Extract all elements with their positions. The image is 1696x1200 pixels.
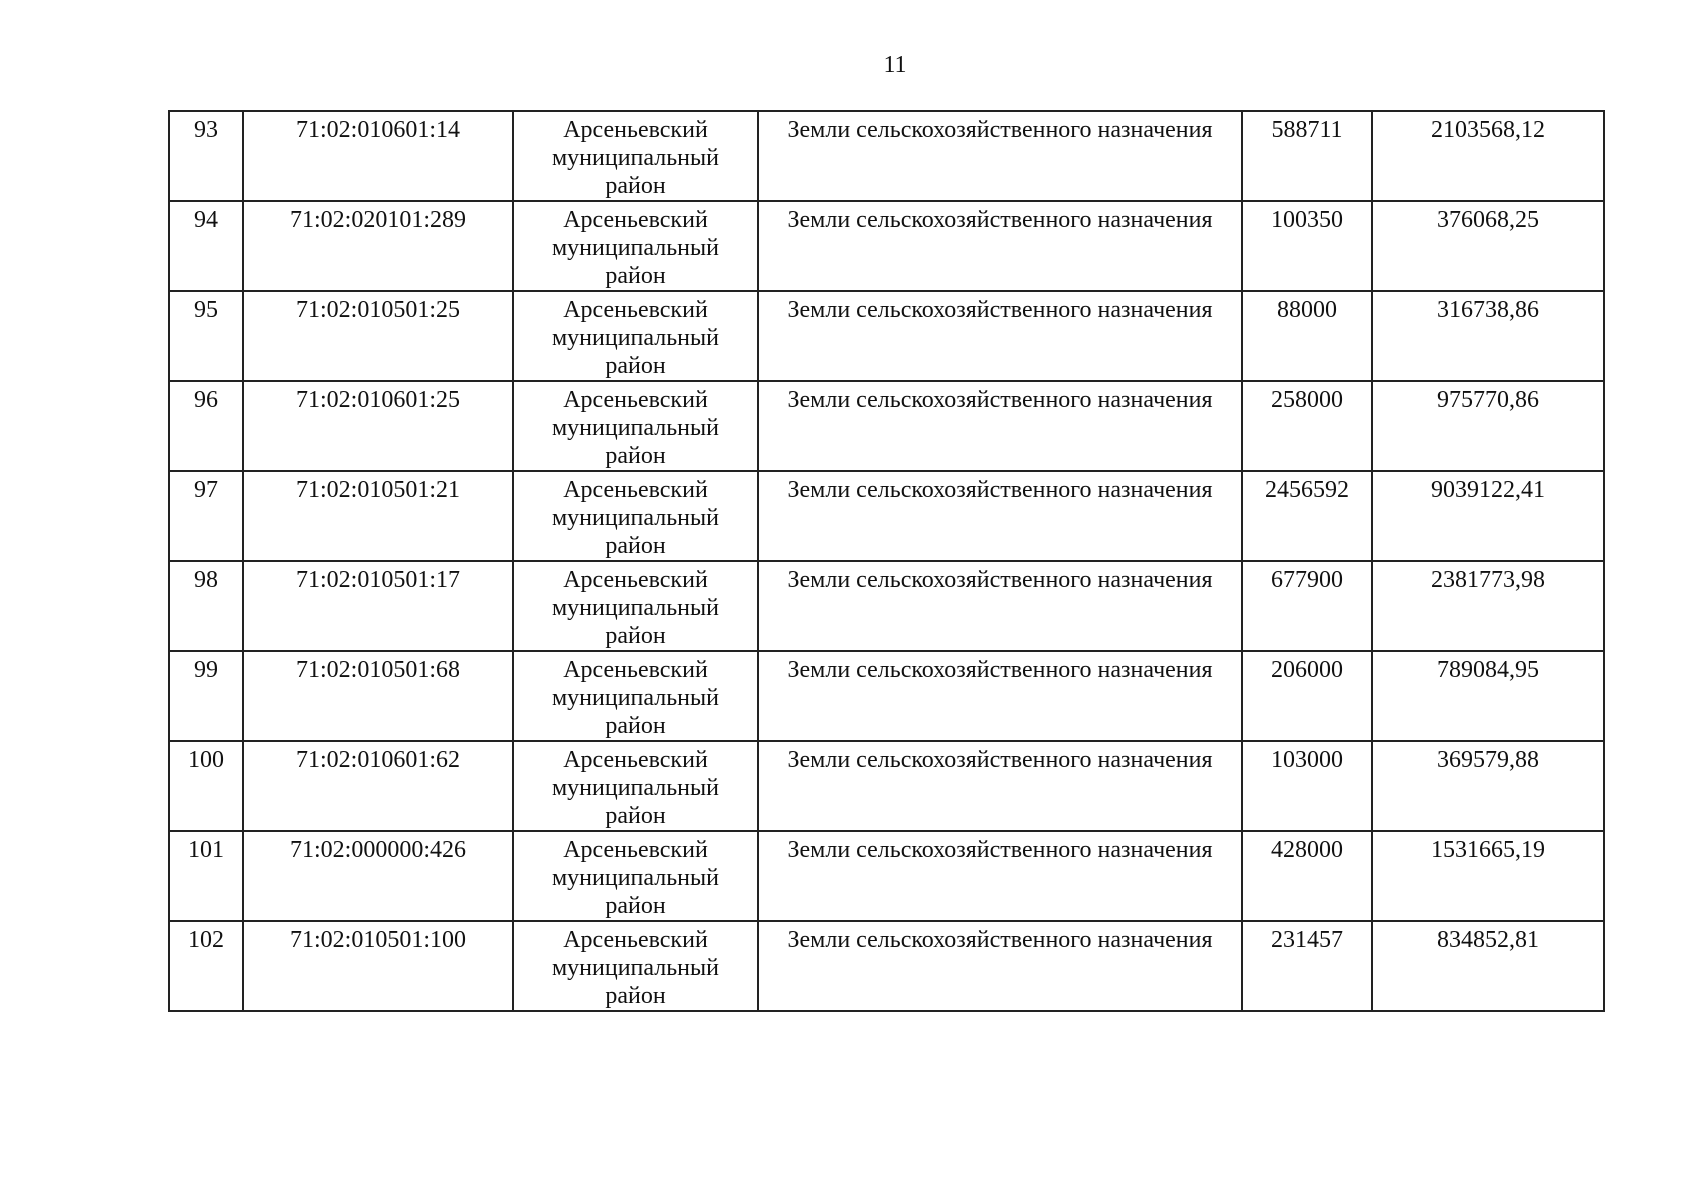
area-cell: 588711: [1242, 111, 1372, 201]
cadastral-number-cell: 71:02:010501:100: [243, 921, 513, 1011]
area-cell: 677900: [1242, 561, 1372, 651]
district-line: Арсеньевский: [563, 657, 708, 683]
land-category-cell: Земли сельскохозяйственного назначения: [758, 471, 1242, 561]
cadastral-number-cell: 71:02:010601:62: [243, 741, 513, 831]
table-row: [169, 291, 1604, 381]
row-number-cell: 102: [169, 921, 243, 1011]
district-cell: [513, 111, 758, 201]
row-number-cell: 98: [169, 561, 243, 651]
district-cell: [513, 201, 758, 291]
district-line: Арсеньевский: [563, 567, 708, 593]
district-cell: [513, 831, 758, 921]
cadastral-value-cell: 834852,81: [1372, 921, 1604, 1011]
cadastral-number-cell: 71:02:010501:68: [243, 651, 513, 741]
row-number-cell: 100: [169, 741, 243, 831]
land-category-cell: Земли сельскохозяйственного назначения: [758, 921, 1242, 1011]
district-line: район: [605, 443, 666, 469]
area-cell: 88000: [1242, 291, 1372, 381]
area-cell: 100350: [1242, 201, 1372, 291]
district-cell: [513, 381, 758, 471]
land-category-cell: Земли сельскохозяйственного назначения: [758, 381, 1242, 471]
page-number: 11: [883, 52, 907, 78]
district-line: Арсеньевский: [563, 477, 708, 503]
row-number-cell: 101: [169, 831, 243, 921]
table-row: [169, 111, 1604, 201]
cadastral-value-cell: 9039122,41: [1372, 471, 1604, 561]
table-row: [169, 381, 1604, 471]
land-category-cell: Земли сельскохозяйственного назначения: [758, 291, 1242, 381]
area-cell: 2456592: [1242, 471, 1372, 561]
row-number-cell: 93: [169, 111, 243, 201]
cadastral-number-cell: 71:02:020101:289: [243, 201, 513, 291]
land-plots-table-container: [168, 110, 1605, 1012]
row-number-cell: 97: [169, 471, 243, 561]
row-number-cell: 99: [169, 651, 243, 741]
district-cell: [513, 291, 758, 381]
district-line: район: [605, 533, 666, 559]
row-number-cell: 94: [169, 201, 243, 291]
district-line: муниципальный: [551, 595, 719, 621]
district-line: Арсеньевский: [563, 207, 708, 233]
row-number-cell: 95: [169, 291, 243, 381]
district-line: Арсеньевский: [563, 927, 708, 953]
cadastral-value-cell: 1531665,19: [1372, 831, 1604, 921]
cadastral-number-cell: 71:02:010501:17: [243, 561, 513, 651]
district-line: Арсеньевский: [563, 747, 708, 773]
cadastral-value-cell: 376068,25: [1372, 201, 1604, 291]
land-plots-table: [168, 110, 1605, 1012]
cadastral-value-cell: 2381773,98: [1372, 561, 1604, 651]
area-cell: 206000: [1242, 651, 1372, 741]
land-category-cell: Земли сельскохозяйственного назначения: [758, 741, 1242, 831]
table-row: [169, 741, 1604, 831]
district-line: муниципальный: [551, 235, 719, 261]
cadastral-value-cell: 975770,86: [1372, 381, 1604, 471]
district-line: район: [605, 623, 666, 649]
land-category-cell: Земли сельскохозяйственного назначения: [758, 111, 1242, 201]
cadastral-number-cell: 71:02:000000:426: [243, 831, 513, 921]
cadastral-number-cell: 71:02:010501:25: [243, 291, 513, 381]
district-line: район: [605, 173, 666, 199]
district-cell: [513, 651, 758, 741]
district-line: район: [605, 803, 666, 829]
land-category-cell: Земли сельскохозяйственного назначения: [758, 651, 1242, 741]
district-line: муниципальный: [551, 775, 719, 801]
cadastral-value-cell: 2103568,12: [1372, 111, 1604, 201]
district-cell: [513, 561, 758, 651]
table-row: [169, 921, 1604, 1011]
row-number-cell: 96: [169, 381, 243, 471]
district-line: район: [605, 353, 666, 379]
district-cell: [513, 921, 758, 1011]
district-line: муниципальный: [551, 145, 719, 171]
area-cell: 258000: [1242, 381, 1372, 471]
district-line: Арсеньевский: [563, 387, 708, 413]
cadastral-number-cell: 71:02:010601:14: [243, 111, 513, 201]
district-cell: [513, 741, 758, 831]
table-body: [169, 111, 1604, 1011]
cadastral-number-cell: 71:02:010601:25: [243, 381, 513, 471]
district-line: район: [605, 893, 666, 919]
land-category-cell: Земли сельскохозяйственного назначения: [758, 201, 1242, 291]
area-cell: 103000: [1242, 741, 1372, 831]
district-line: муниципальный: [551, 955, 719, 981]
district-line: Арсеньевский: [563, 297, 708, 323]
district-line: Арсеньевский: [563, 117, 708, 143]
district-line: район: [605, 263, 666, 289]
table-row: [169, 471, 1604, 561]
district-line: муниципальный: [551, 685, 719, 711]
district-line: муниципальный: [551, 325, 719, 351]
cadastral-value-cell: 369579,88: [1372, 741, 1604, 831]
district-line: район: [605, 983, 666, 1009]
table-row: [169, 561, 1604, 651]
area-cell: 428000: [1242, 831, 1372, 921]
table-row: [169, 201, 1604, 291]
district-line: муниципальный: [551, 415, 719, 441]
table-row: [169, 651, 1604, 741]
district-line: район: [605, 713, 666, 739]
district-line: муниципальный: [551, 865, 719, 891]
area-cell: 231457: [1242, 921, 1372, 1011]
district-line: муниципальный: [551, 505, 719, 531]
land-category-cell: Земли сельскохозяйственного назначения: [758, 831, 1242, 921]
cadastral-number-cell: 71:02:010501:21: [243, 471, 513, 561]
table-row: [169, 831, 1604, 921]
cadastral-value-cell: 789084,95: [1372, 651, 1604, 741]
district-line: Арсеньевский: [563, 837, 708, 863]
cadastral-value-cell: 316738,86: [1372, 291, 1604, 381]
land-category-cell: Земли сельскохозяйственного назначения: [758, 561, 1242, 651]
district-cell: [513, 471, 758, 561]
